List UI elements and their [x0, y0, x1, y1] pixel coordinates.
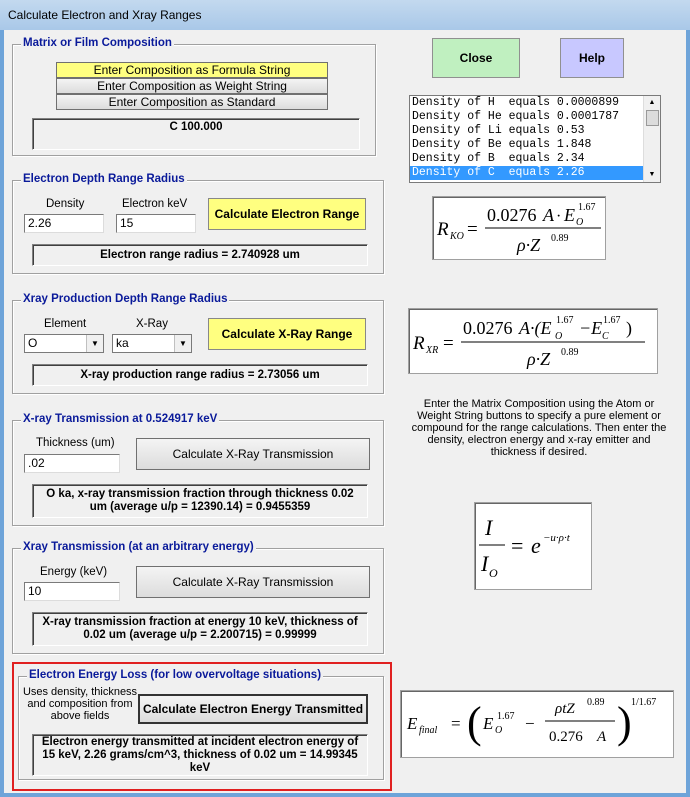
density-listbox[interactable] — [409, 95, 661, 183]
formula-text: 0.0276 — [487, 205, 537, 225]
formula-text: O — [555, 331, 563, 342]
formula-text: ρtZ — [555, 701, 575, 717]
formula-text: −E — [579, 318, 603, 338]
formula-text: ( — [467, 698, 482, 747]
formula-text: −u·ρ·t — [543, 532, 570, 544]
xray-select-value: ka — [116, 336, 129, 350]
close-button[interactable]: Close — [432, 38, 520, 78]
group-label: Xray Transmission (at an arbitrary energy) — [23, 541, 254, 553]
xray-arbitrary-result: X-ray transmission fraction at energy 10 keV, thickness of 0.02 um (average u/p = 2.200715) = 0.99999 — [32, 612, 368, 646]
formula-text: 0.89 — [587, 697, 605, 708]
formula-text: 1.67 — [497, 711, 515, 722]
formula-text: ) — [626, 318, 632, 338]
window-title: Calculate Electron and Xray Ranges — [8, 8, 202, 22]
xray-line-select[interactable] — [112, 334, 192, 353]
formula-string-button[interactable]: Enter Composition as Formula String — [56, 62, 328, 78]
energy-loss-formula — [400, 690, 674, 758]
title-bar[interactable] — [0, 0, 690, 30]
listbox-scrollbar[interactable] — [643, 96, 660, 182]
formula-text: ) — [617, 698, 632, 747]
formula-text: = — [451, 714, 461, 733]
formula-text: = — [511, 533, 524, 558]
group-label: Matrix or Film Composition — [23, 37, 172, 49]
formula-text: · — [556, 208, 562, 225]
formula-text: 0.0276 — [463, 318, 513, 338]
thickness-input[interactable]: .02 — [24, 454, 120, 473]
group-label: Electron Energy Loss (for low overvoltage situations) — [29, 669, 322, 681]
formula-text: I — [485, 515, 493, 540]
list-item[interactable]: Density of H equals 0.0000899 — [412, 96, 620, 109]
electron-kev-label: Electron keV — [122, 198, 188, 210]
formula-text: A·(E — [519, 318, 552, 338]
instructions-text: Enter the Matrix Composition using the Atom or Weight String buttons to specify a pure element or compound for the range calculations. Then enter the density, electron energy and x-ray emitter and thickness if desired. — [411, 398, 667, 458]
help-button[interactable]: Help — [560, 38, 624, 78]
group-label: X-ray Transmission at 0.524917 keV — [23, 413, 218, 425]
formula-text: 0.89 — [561, 347, 579, 358]
composition-display: C 100.000 — [32, 118, 360, 150]
calculate-xray-transmission-button[interactable]: Calculate X-Ray Transmission — [136, 438, 370, 470]
formula-text: = — [443, 333, 454, 354]
electron-range-result: Electron range radius = 2.740928 um — [32, 244, 368, 266]
formula-text: = — [467, 219, 478, 240]
calculate-xray-range-button[interactable]: Calculate X-Ray Range — [208, 318, 366, 350]
list-item[interactable]: Density of Li equals 0.53 — [412, 124, 585, 137]
xray-transmission-result: O ka, x-ray transmission fraction through thickness 0.02 um (average u/p = 12390.14) = 0.9455359 — [32, 484, 368, 518]
formula-text: − — [525, 714, 535, 733]
element-select[interactable] — [24, 334, 104, 353]
formula-text: O — [495, 725, 503, 736]
list-item[interactable]: Density of He equals 0.0001787 — [412, 110, 620, 123]
energy-loss-note: Uses density, thickness and composition from above fields — [22, 686, 138, 722]
scroll-up-arrow-icon[interactable]: ▲ — [648, 99, 656, 106]
calculate-arbitrary-transmission-button[interactable]: Calculate X-Ray Transmission — [136, 566, 370, 598]
list-item-selected[interactable]: Density of C equals 2.26 — [410, 166, 660, 180]
element-label: Element — [44, 318, 87, 330]
xray-production-result: X-ray production range radius = 2.73056 um — [32, 364, 368, 386]
calculate-energy-transmitted-button[interactable]: Calculate Electron Energy Transmitted — [138, 694, 368, 724]
formula-text: ρ·Z — [527, 349, 551, 369]
list-item[interactable]: Density of B equals 2.34 — [412, 152, 585, 165]
formula-text: 1.67 — [603, 315, 621, 326]
formula-text: XR — [426, 345, 439, 356]
chevron-down-icon[interactable]: ▼ — [86, 335, 103, 352]
formula-text: E — [407, 714, 418, 733]
formula-text: 1.67 — [556, 315, 574, 326]
density-input[interactable]: 2.26 — [24, 214, 104, 233]
xray-label: X-Ray — [136, 318, 168, 330]
formula-text: final — [419, 725, 438, 736]
electron-range-formula — [432, 196, 606, 260]
formula-text: 1/1.67 — [631, 697, 657, 708]
group-label: Electron Depth Range Radius — [23, 173, 185, 185]
energy-input[interactable]: 10 — [24, 582, 120, 601]
electron-kev-input[interactable]: 15 — [116, 214, 196, 233]
formula-text: C — [602, 331, 609, 342]
energy-loss-result: Electron energy transmitted at incident electron energy of 15 keV, 2.26 grams/cm^3, thickness of 0.02 um = 14.99345 keV — [32, 734, 368, 776]
weight-string-button[interactable]: Enter Composition as Weight String — [56, 78, 328, 94]
formula-text: 0.89 — [551, 233, 569, 244]
chevron-down-icon[interactable]: ▼ — [174, 335, 191, 352]
formula-text: ρ·Z — [517, 235, 541, 255]
density-label: Density — [46, 198, 85, 210]
group-label: Xray Production Depth Range Radius — [23, 293, 228, 305]
formula-text: A — [597, 729, 607, 745]
element-select-value: O — [28, 336, 38, 350]
formula-text: O — [489, 566, 498, 580]
formula-text: R — [437, 219, 449, 240]
formula-text: e — [531, 533, 541, 558]
transmission-formula — [474, 502, 592, 590]
formula-text: O — [576, 217, 584, 228]
thickness-label: Thickness (um) — [36, 437, 115, 449]
scroll-down-arrow-icon[interactable]: ▼ — [648, 171, 656, 178]
calculate-electron-range-button[interactable]: Calculate Electron Range — [208, 198, 366, 230]
formula-text: 0.276 — [549, 729, 583, 745]
energy-label: Energy (keV) — [40, 566, 108, 578]
scroll-thumb[interactable] — [646, 110, 659, 126]
xray-range-formula — [408, 308, 658, 374]
formula-text: 1.67 — [578, 202, 596, 213]
standard-button[interactable]: Enter Composition as Standard — [56, 94, 328, 110]
formula-text: E — [483, 714, 494, 733]
formula-text: E — [564, 205, 575, 225]
formula-text: R — [413, 333, 425, 354]
formula-text: I — [481, 551, 489, 576]
list-item[interactable]: Density of Be equals 1.848 — [412, 138, 592, 151]
dialog-client — [4, 30, 686, 793]
formula-text: A — [543, 205, 554, 225]
formula-text: KO — [450, 231, 464, 242]
